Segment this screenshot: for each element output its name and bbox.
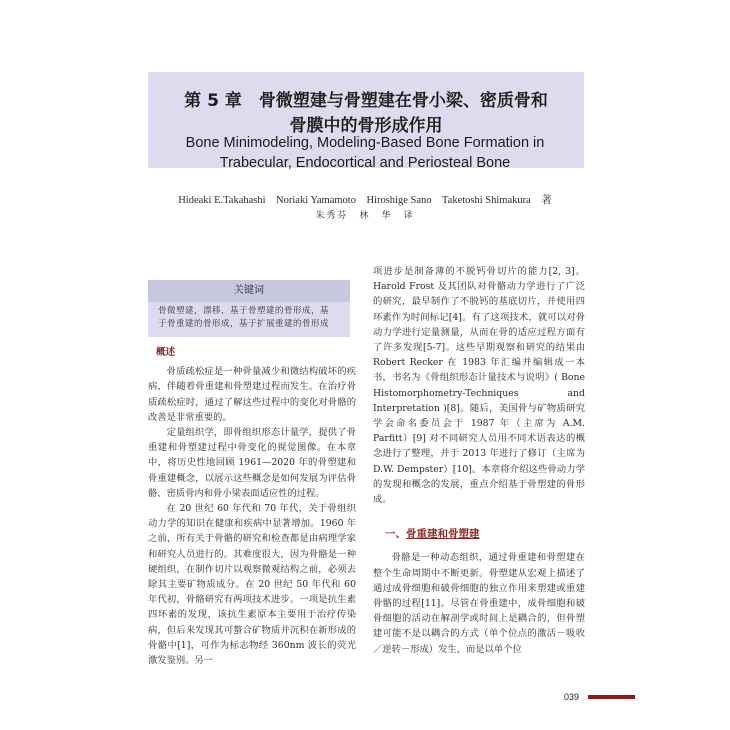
keywords-heading: 关键词 [148,280,350,302]
chapter-title-cn-line1: 第 5 章 骨微塑建与骨塑建在骨小梁、密质骨和 [184,91,548,111]
chapter-title-cn-line2: 骨膜中的骨形成作用 [289,116,443,136]
keywords-line1: 骨微塑建，漂移，基于骨塑建的骨形成，基 [158,306,330,316]
right-column [373,264,585,657]
page-number: 039 [564,692,580,702]
translators: 朱秀芬 林 华 译 [315,211,415,221]
paragraph: 骨骼是一种动态组织，通过骨重建和骨塑建在整个生命周期中不断更新。骨塑建从宏观上描述了通过成骨细胞和破骨细胞的独立作用来塑建或重建骨骼的过程[11]。尽管在骨重建中，成骨细胞和破骨细胞的活动在解剖学或时间上是耦合的，但骨塑建可能不是以耦合的方式（单个位点的激活－吸收／逆转－形成）发生，而是以单个位 [373,552,585,655]
paragraph: 定量组织学，即骨组织形态计量学，提供了骨重建和骨塑建过程中骨变化的视觉图像。在本章中，将历史性地回顾 1961—2020 年的骨塑建和骨重建概念，以展示这些概念是如何发展为评估骨骼、密质骨内和骨小梁表面适应性的过程。 [148,427,356,499]
left-column [148,345,356,668]
chapter-title-en-line1: Bone Minimodeling, Modeling-Based Bone Formation in [185,135,545,151]
chapter-title-en-line2: Trabecular, Endocortical and Periosteal Bone [219,155,511,171]
authors: Hideaki E.Takahashi Noriaki Yamamoto Hiroshige Sano Taketoshi Shimakura 著 [178,195,552,206]
section-title: 骨重建和骨塑建 [406,528,480,541]
section-heading [385,527,585,542]
page-number-bar [588,695,635,699]
chapter-title-en [0,133,730,173]
paragraph: 骨质疏松症是一种骨量减少和微结构破坏的疾病，伴随着骨重建和骨塑建过程而发生。在治疗骨质疏松症时，通过了解这些过程中的变化对骨骼的改善是非常重要的。 [148,366,356,423]
keywords-box [148,280,350,337]
section-number: 一、 [385,528,406,541]
section-label-overview: 概述 [156,347,176,358]
keywords-list [148,302,350,334]
chapter-title-cn [148,89,584,139]
paragraph: 在 20 世纪 60 年代和 70 年代，关于骨组织动力学的知识在健康和疾病中显著增加。1960 年之前，所有关于骨骼的研究和检查都是由病理学家和研究人员进行的。其难度很大，因为骨骼是一种硬组织，在制作切片以观察微观结构之前，必须去除其主要矿物质成分。在 20 世纪 50 年代和 60 年代初，骨骼研究有两项技术进步。一项是抗生素四环素的发现，该抗生素原本主要用于治疗传染病，但后来发现其可螯合矿物质并沉积在新形成的骨骼中[1]，可作为标志物经 360nm 波长的荧光激发鉴别。另一 [148,503,356,667]
paragraph: 项进步是制备薄的不脱钙骨切片的能力[2, 3]。Harold Frost 及其团队对骨骼动力学进行了广泛的研究，最早制作了不脱钙的基底切片，并使用四环素作为时间标记[4]。有了这项技术，就可以对骨动力学进行定量测量，从而在骨的适应过程方面有了许多发现[5-7]。这些早期观察和研究的结果由 Robert Recker 在 1983 年汇编并编辑成一本书，书名为《骨组织形态计量技术与说明》( Bone Histomorphometry-Techniques and Interpretation )[8]。随后，美国骨与矿物质研究学会命名委员会于 1987 年（主席为 A.M. Parfitt）[9] 对不同研究人员用不同术语表达的概念进行了整理，并于 2013 年进行了修订（主席为 D.W. Dempster）[10]。本章将介绍这些骨动力学的发现和概念的发展，重点介绍基于骨塑建的骨形成。 [373,266,585,506]
keywords-line2: 于骨重建的骨形成，基于扩展重建的骨形成 [158,319,330,329]
